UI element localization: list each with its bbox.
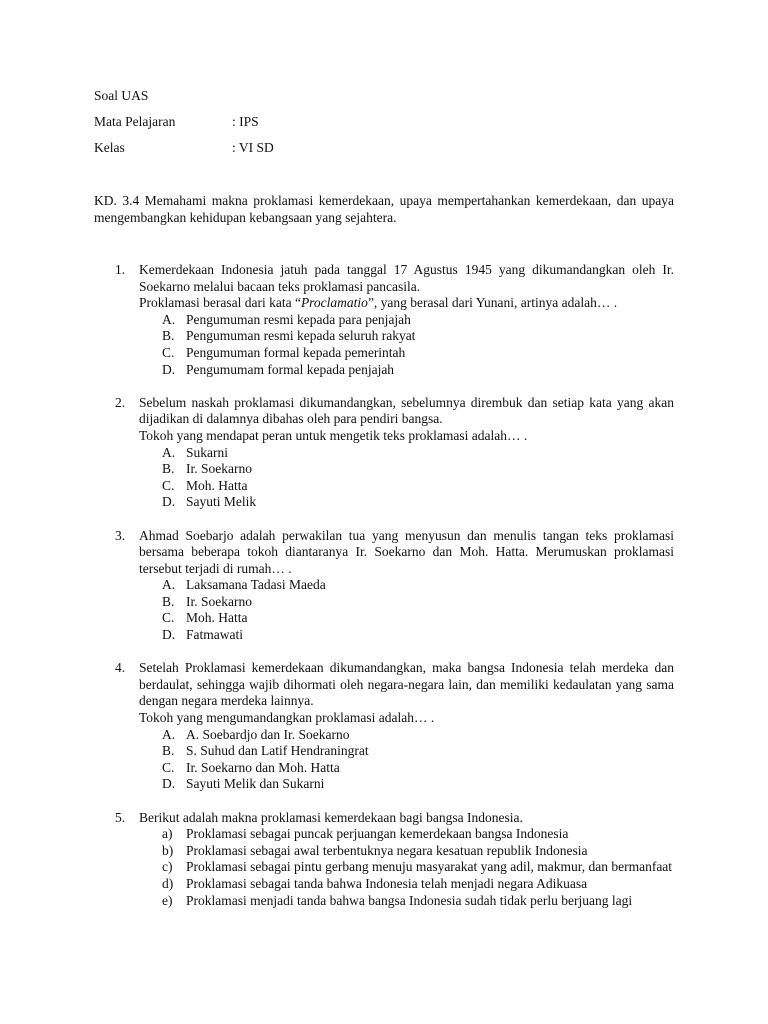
question-stem: Ahmad Soebarjo adalah perwakilan tua yang menyusun dan menulis tangan teks proklamasi bersama beberapa tokoh diantaranya Ir. Soekarno dan Moh. Hatta. Merumuskan proklamasi tersebut terjadi di rumah… . (139, 527, 674, 576)
option-text: Pengumumam formal kepada penjajah (186, 361, 395, 377)
option-text: Pengumuman resmi kepada para penjajah (186, 311, 411, 327)
option-letter: C. (162, 759, 175, 775)
option-letter: C. (162, 610, 175, 626)
exam-title: Soal UAS (94, 88, 149, 103)
option-item (139, 345, 674, 362)
option-item (139, 478, 674, 495)
prompt-text: Proklamasi berasal dari kata “ (139, 295, 301, 311)
option-text: Proklamasi sebagai puncak perjuangan kemerdekaan bangsa Indonesia (186, 826, 569, 842)
option-item (139, 743, 674, 760)
option-letter: D. (162, 494, 176, 510)
option-text: Ir. Soekarno (186, 461, 252, 477)
exam-title-row (94, 88, 674, 114)
option-text: Ir. Soekarno (186, 593, 252, 609)
option-item (139, 577, 674, 594)
option-text: Laksamana Tadasi Maeda (186, 577, 326, 593)
kd-statement: KD. 3.4 Memahami makna proklamasi kemerdekaan, upaya mempertahankan kemerdekaan, dan upaya mengembangkan kehidupan kebangsaan yang sejahtera. (94, 193, 674, 225)
option-text: Pengumuman formal kepada pemerintah (186, 344, 406, 360)
option-letter: a) (162, 826, 173, 842)
question-stem: Setelah Proklamasi kemerdekaan dikumandangkan, maka bangsa Indonesia telah merdeka dan berdaulat, sehingga wajib dihormati oleh negara-negara lain, dan memiliki kedaulatan yang sama dengan negara merdeka lainnya. (139, 660, 674, 709)
prompt-italic-term: Proclamatio (300, 295, 368, 311)
option-letter: A. (162, 726, 176, 742)
option-letter: e) (162, 892, 173, 908)
option-list (139, 826, 674, 909)
option-item (139, 876, 674, 893)
option-letter: D. (162, 361, 176, 377)
option-text: Proklamasi sebagai tanda bahwa Indonesia telah menjadi negara Adikuasa (186, 875, 588, 891)
class-label: Kelas (94, 140, 125, 155)
option-text: Proklamasi menjadi tanda bahwa bangsa Indonesia sudah tidak perlu berjuang lagi (186, 892, 633, 908)
option-item (139, 727, 674, 744)
option-letter: D. (162, 776, 176, 792)
option-item (139, 362, 674, 379)
question-2 (94, 395, 674, 511)
prompt-text: ”, yang berasal dari Yunani, artinya adalah… . (367, 295, 618, 311)
question-3 (94, 528, 674, 644)
question-number: 3. (115, 527, 126, 543)
option-item (139, 610, 674, 627)
option-list (139, 445, 674, 511)
option-text: Moh. Hatta (186, 610, 248, 626)
question-prompt: Tokoh yang mendapat peran untuk mengetik teks proklamasi adalah… . (139, 427, 528, 443)
option-item (139, 461, 674, 478)
option-list (139, 577, 674, 643)
question-5 (94, 810, 674, 910)
question-prompt (139, 295, 674, 312)
class-row (94, 140, 674, 166)
option-text: A. Soebardjo dan Ir. Soekarno (186, 726, 350, 742)
question-list (94, 262, 674, 926)
question-stem: Sebelum naskah proklamasi dikumandangkan, sebelumnya dirembuk dan setiap kata yang akan dijadikan di dalamnya dibahas oleh para pendiri bangsa. (139, 394, 674, 427)
option-text: Moh. Hatta (186, 477, 248, 493)
option-item (139, 594, 674, 611)
question-number: 5. (115, 809, 126, 825)
option-item (139, 776, 674, 793)
question-number: 1. (115, 262, 126, 277)
option-letter: d) (162, 875, 174, 891)
option-text: Sukarni (186, 444, 228, 460)
option-letter: B. (162, 743, 175, 759)
option-letter: D. (162, 627, 176, 643)
option-item (139, 445, 674, 462)
option-item (139, 859, 674, 876)
exam-header (94, 88, 674, 166)
option-letter: c) (162, 859, 173, 875)
option-item (139, 627, 674, 644)
option-text: S. Suhud dan Latif Hendraningrat (186, 743, 369, 759)
question-stem: Kemerdekaan Indonesia jatuh pada tanggal 17 Agustus 1945 yang dikumandangkan oleh Ir. Soekarno melalui bacaan teks proklamasi pancasila. (139, 262, 674, 294)
question-number: 4. (115, 660, 126, 676)
option-letter: A. (162, 444, 176, 460)
class-value: : VI SD (232, 140, 274, 155)
option-text: Sayuti Melik (186, 494, 257, 510)
option-text: Fatmawati (186, 627, 243, 643)
option-letter: C. (162, 344, 175, 360)
option-letter: A. (162, 577, 176, 593)
option-text: Proklamasi sebagai awal terbentuknya negara kesatuan republik Indonesia (186, 842, 588, 858)
question-stem: Berikut adalah makna proklamasi kemerdekaan bagi bangsa Indonesia. (139, 809, 523, 825)
option-list (139, 727, 674, 793)
option-item (139, 843, 674, 860)
option-item (139, 760, 674, 777)
subject-value: : IPS (232, 114, 259, 129)
question-prompt: Tokoh yang mengumandangkan proklamasi adalah… . (139, 710, 435, 726)
option-text: Proklamasi sebagai pintu gerbang menuju masyarakat yang adil, makmur, dan bermanfaat (186, 859, 673, 875)
question-number: 2. (115, 394, 126, 410)
option-letter: B. (162, 593, 175, 609)
option-letter: B. (162, 461, 175, 477)
option-letter: C. (162, 477, 175, 493)
option-list (139, 312, 674, 378)
option-item (139, 826, 674, 843)
option-text: Sayuti Melik dan Sukarni (186, 776, 325, 792)
option-item (139, 312, 674, 329)
question-1 (94, 262, 674, 378)
subject-row (94, 114, 674, 140)
subject-label: Mata Pelajaran (94, 114, 176, 129)
option-text: Pengumuman resmi kepada seluruh rakyat (186, 328, 416, 344)
question-4 (94, 660, 674, 793)
option-item (139, 893, 674, 910)
option-letter: b) (162, 842, 174, 858)
option-letter: A. (162, 311, 176, 327)
option-text: Ir. Soekarno dan Moh. Hatta (186, 759, 340, 775)
option-item (139, 494, 674, 511)
option-letter: B. (162, 328, 175, 344)
option-item (139, 328, 674, 345)
